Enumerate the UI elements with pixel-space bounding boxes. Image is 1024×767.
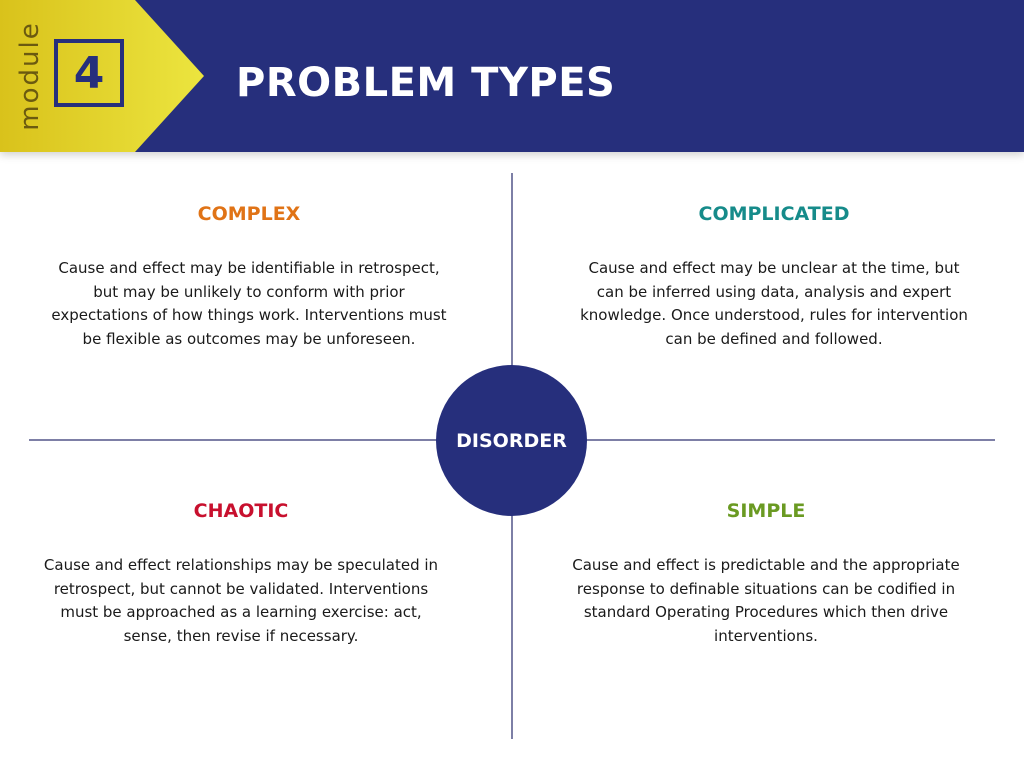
quadrant-description: Cause and effect relationships may be speculated in retrospect, but cannot be validated. Interventions must be approached as a learning exercise: act, sense, then revise if necessary. xyxy=(43,556,439,645)
quadrant-title: CHAOTIC xyxy=(193,500,289,522)
quadrant-title: COMPLICATED xyxy=(698,203,850,225)
module-label: module xyxy=(15,21,45,131)
module-number: 4 xyxy=(54,39,124,107)
disorder-circle xyxy=(436,365,587,516)
quadrant-title: SIMPLE xyxy=(726,500,806,522)
disorder-label: DISORDER xyxy=(456,429,567,452)
quadrant-chaotic xyxy=(41,497,441,648)
quadrant-complicated xyxy=(574,200,974,351)
quadrant-title: COMPLEX xyxy=(197,203,301,225)
quadrant-description: Cause and effect may be unclear at the time, but can be inferred using data, analysis and expert knowledge. Once understood, rules for intervention can be defined and followed. xyxy=(580,259,968,348)
quadrant-complex xyxy=(49,200,449,351)
header-banner xyxy=(0,0,1024,152)
page-title: PROBLEM TYPES xyxy=(236,60,616,106)
quadrant-description: Cause and effect may be identifiable in retrospect, but may be unlikely to conform with prior expectations of how things work. Interventions must be flexible as outcomes may be unforeseen. xyxy=(51,259,447,348)
quadrant-simple xyxy=(566,497,966,648)
quadrant-description: Cause and effect is predictable and the appropriate response to definable situations can be codified in standard Operating Procedures which then drive interventions. xyxy=(572,556,960,645)
